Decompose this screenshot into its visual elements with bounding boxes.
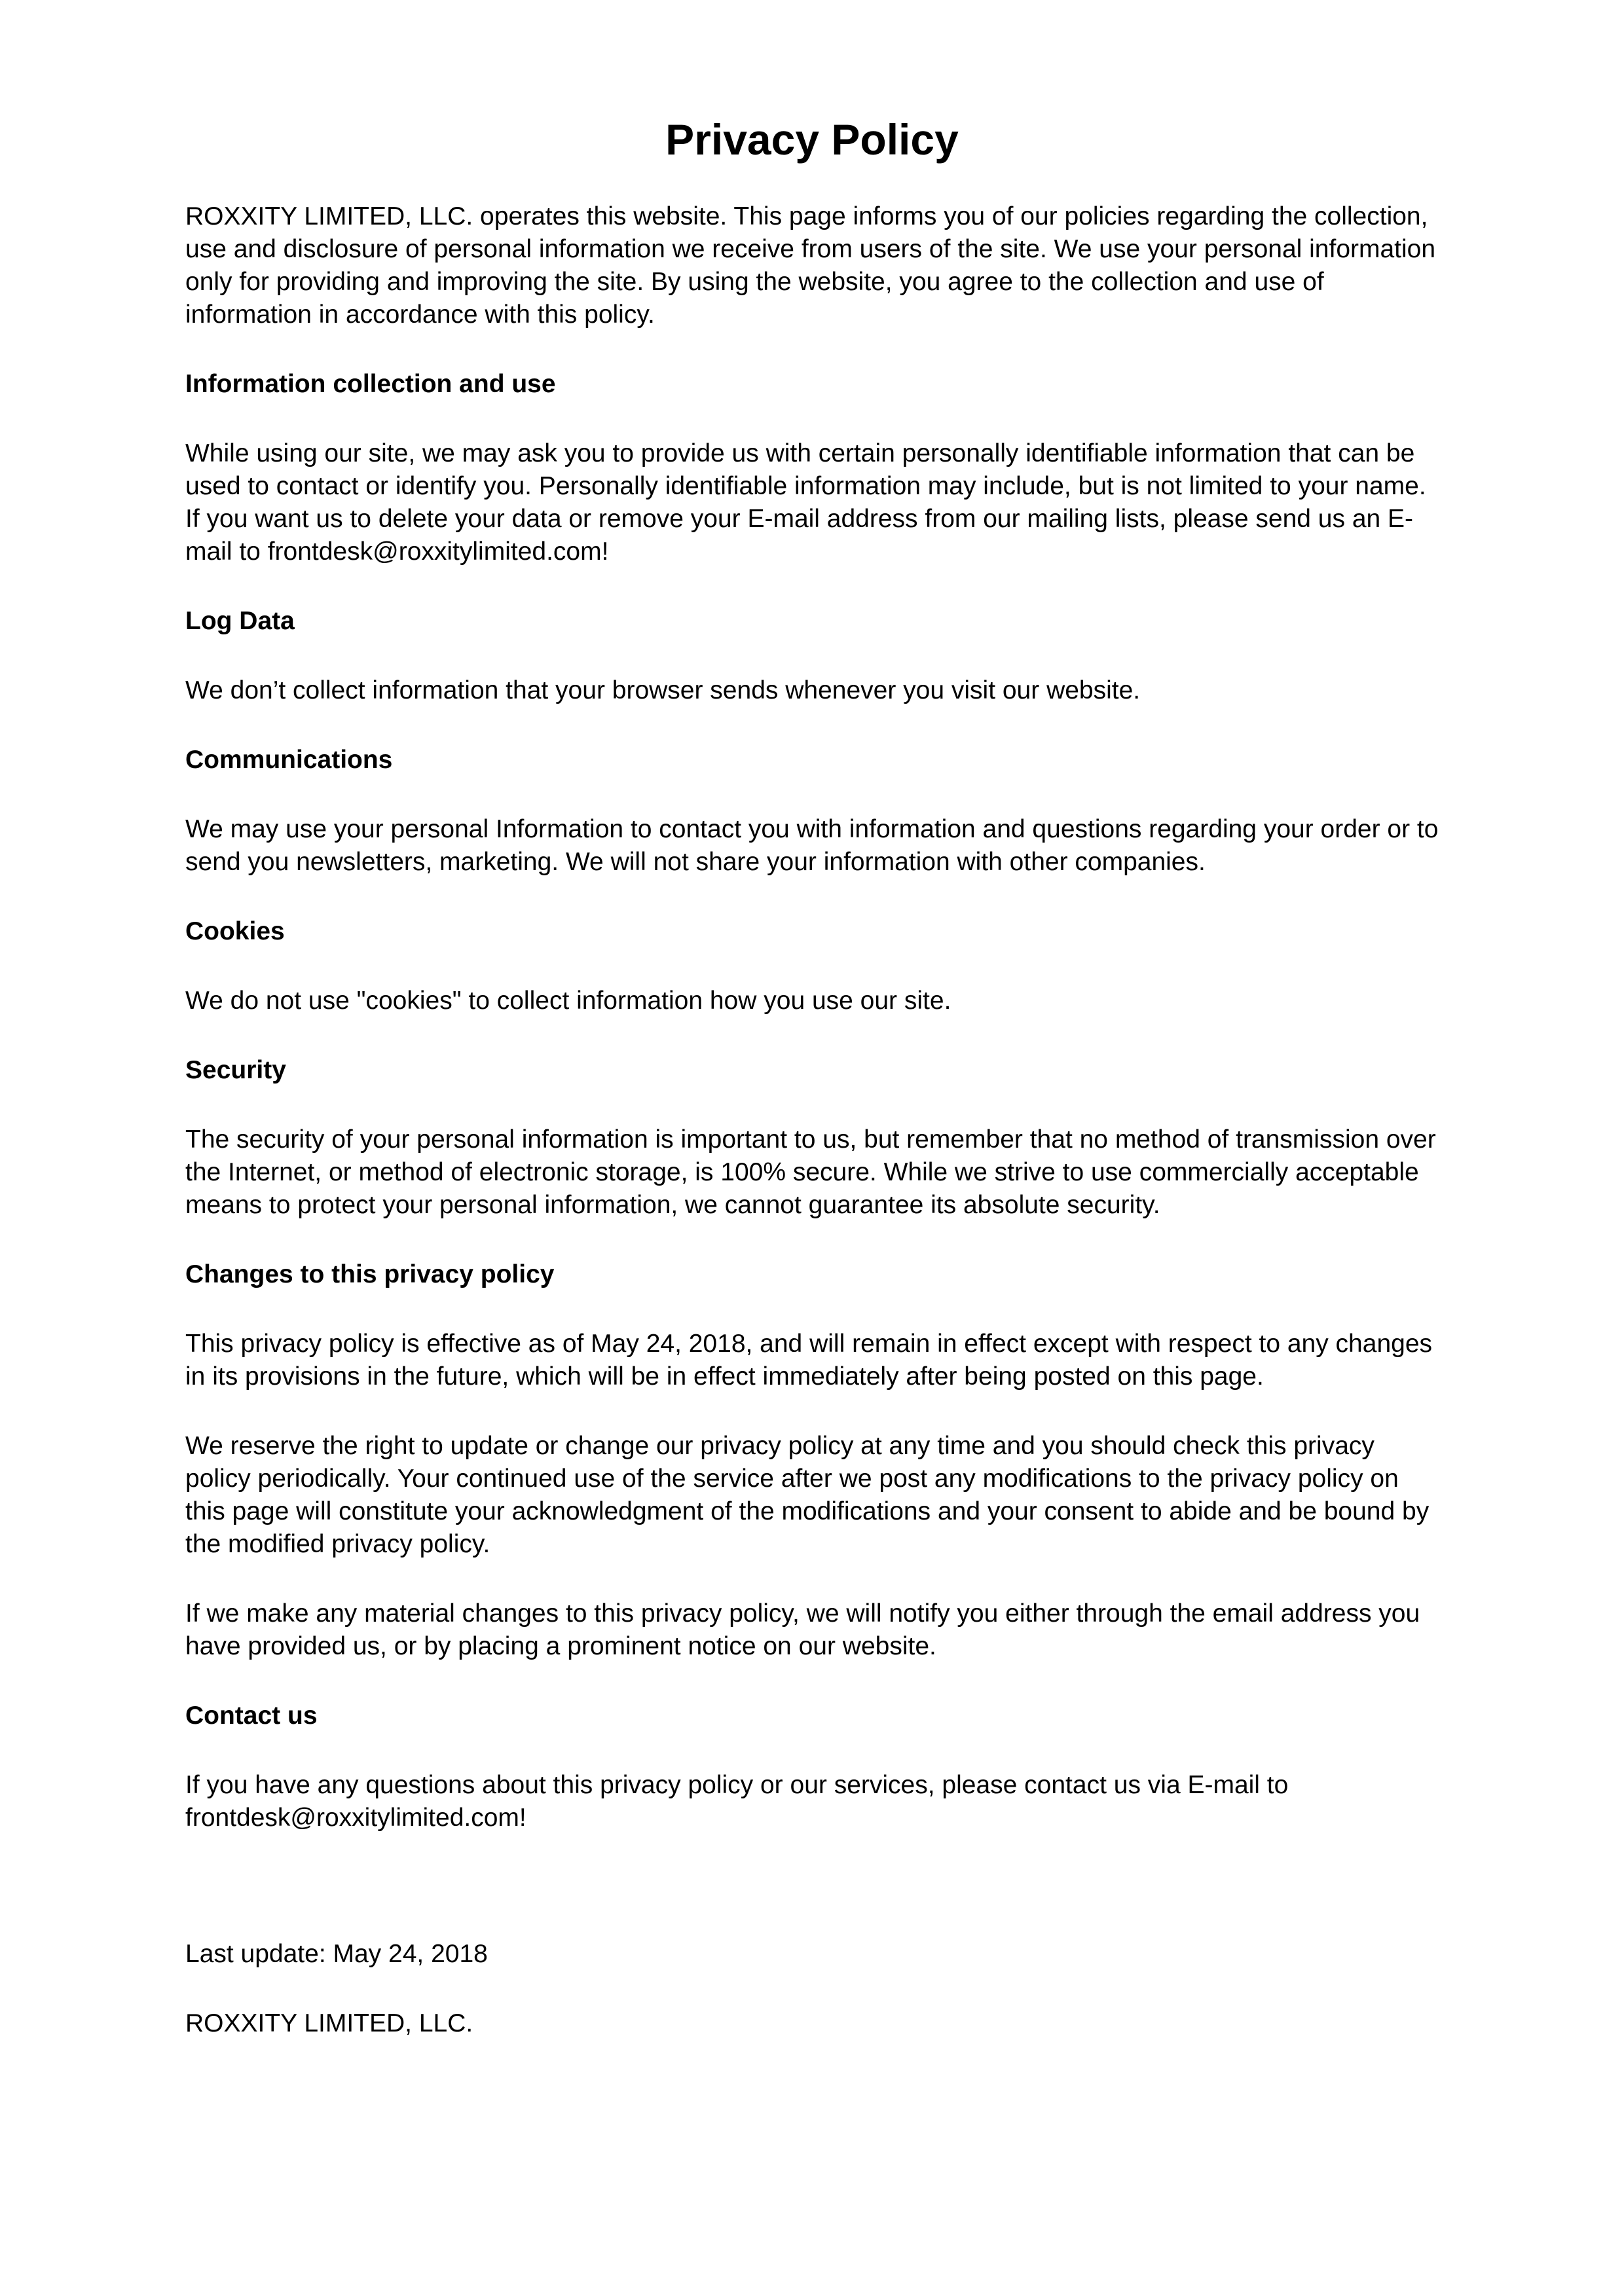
paragraph: The security of your personal information is important to us, but remember that no method of transmission over the Internet, or method of electronic storage, is 100% secure. While we strive to use commercially acceptable means to protect your personal information, we cannot guarantee its absolute security.: [185, 1125, 1436, 1219]
paragraph: We may use your personal Information to contact you with information and questions regarding your order or to send you newsletters, marketing. We will not share your information with other companies.: [185, 815, 1439, 876]
paragraph: This privacy policy is effective as of May 24, 2018, and will remain in effect except with respect to any changes in its provisions in the future, which will be in effect immediately after being posted on this page.: [185, 1330, 1433, 1391]
document-content: [185, 0, 1439, 2040]
section-heading-log-data: Log Data: [185, 607, 295, 635]
paragraph: While using our site, we may ask you to provide us with certain personally identifiable information that can be used to contact or identify you. Personally identifiable information may include, but is not limited to your name. If you want us to delete your data or remove your E-mail address from our mailing lists, please send us an E-mail to frontdesk@roxxitylimited.com!: [185, 439, 1426, 566]
paragraph: We don’t collect information that your browser sends whenever you visit our website.: [185, 676, 1141, 704]
section-heading-cookies: Cookies: [185, 917, 285, 945]
intro-paragraph: ROXXITY LIMITED, LLC. operates this website. This page informs you of our policies regarding the collection, use and disclosure of personal information we receive from users of the site. We use your personal information only for providing and improving the site. By using the website, you agree to the collection and use of information in accordance with this policy.: [185, 202, 1436, 329]
paragraph: If you have any questions about this privacy policy or our services, please contact us via E-mail to frontdesk@roxxitylimited.com!: [185, 1771, 1289, 1832]
section-heading-changes: Changes to this privacy policy: [185, 1260, 555, 1288]
section-heading-information-collection: Information collection and use: [185, 370, 556, 398]
paragraph: We do not use "cookies" to collect information how you use our site.: [185, 987, 951, 1015]
paragraph: We reserve the right to update or change our privacy policy at any time and you should check this privacy policy periodically. Your continued use of the service after we post any modifications to the privacy policy on this page will constitute your acknowledgment of the modifications and your consent to abide and be bound by the modified privacy policy.: [185, 1432, 1430, 1558]
paragraph: If we make any material changes to this privacy policy, we will notify you either through the email address you have provided us, or by placing a prominent notice on our website.: [185, 1599, 1420, 1660]
footer-company: ROXXITY LIMITED, LLC.: [185, 2009, 473, 2037]
section-heading-security: Security: [185, 1056, 286, 1084]
section-heading-contact-us: Contact us: [185, 1702, 318, 1730]
footer-last-update: Last update: May 24, 2018: [185, 1940, 488, 1968]
section-heading-communications: Communications: [185, 746, 393, 774]
page-title: Privacy Policy: [665, 115, 959, 164]
